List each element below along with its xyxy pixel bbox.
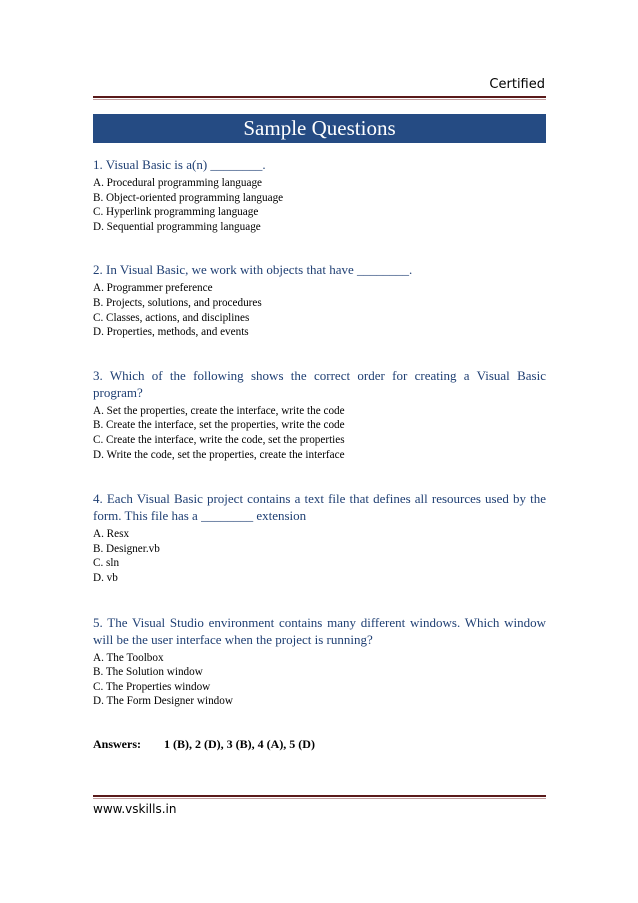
option-b: B. Object-oriented programming language bbox=[93, 191, 284, 204]
question-text: 5. The Visual Studio environment contains many different windows. Which window will be the user interface when the project is running? bbox=[93, 614, 546, 647]
question-1 bbox=[93, 156, 546, 234]
option-c: C. The Properties window bbox=[93, 680, 211, 693]
option-d: D. vb bbox=[93, 571, 118, 584]
header-rule-thin bbox=[93, 99, 546, 100]
option-a: A. Programmer preference bbox=[93, 282, 213, 295]
footer-rule bbox=[93, 795, 546, 797]
header-rule bbox=[93, 96, 546, 98]
answers-value: 1 (B), 2 (D), 3 (B), 4 (A), 5 (D) bbox=[164, 737, 315, 751]
question-3 bbox=[93, 367, 546, 462]
option-d: D. Properties, methods, and events bbox=[93, 326, 249, 339]
option-c: C. Classes, actions, and disciplines bbox=[93, 311, 250, 324]
option-a: A. The Toolbox bbox=[93, 651, 164, 664]
option-c: C. Hyperlink programming language bbox=[93, 206, 259, 219]
question-4 bbox=[93, 490, 546, 585]
option-d: D. Write the code, set the properties, create the interface bbox=[93, 448, 345, 461]
option-b: B. The Solution window bbox=[93, 666, 203, 679]
option-d: D. The Form Designer window bbox=[93, 695, 233, 708]
header-certified-label: Certified bbox=[489, 77, 545, 92]
answers-label: Answers: bbox=[93, 737, 141, 751]
option-c: C. sln bbox=[93, 557, 120, 570]
option-c: C. Create the interface, write the code, set the properties bbox=[93, 433, 345, 446]
option-a: A. Set the properties, create the interface, write the code bbox=[93, 404, 345, 417]
sample-questions-banner: Sample Questions bbox=[93, 114, 546, 143]
answers-line bbox=[93, 737, 315, 752]
question-text: 3. Which of the following shows the correct order for creating a Visual Basic program? bbox=[93, 367, 546, 400]
questions-section bbox=[93, 150, 546, 709]
question-2 bbox=[93, 261, 546, 339]
footer-rule-thin bbox=[93, 798, 546, 799]
option-a: A. Procedural programming language bbox=[93, 177, 263, 189]
option-b: B. Projects, solutions, and procedures bbox=[93, 296, 262, 309]
question-text: 4. Each Visual Basic project contains a text file that defines all resources used by the form. This file has a ________ extension bbox=[93, 491, 546, 524]
footer-url: www.vskills.in bbox=[93, 802, 177, 816]
option-b: B. Designer.vb bbox=[93, 542, 160, 555]
option-d: D. Sequential programming language bbox=[93, 220, 261, 233]
question-text: 2. In Visual Basic, we work with objects that have ________. bbox=[93, 262, 413, 278]
option-a: A. Resx bbox=[93, 528, 130, 541]
question-text: 1. Visual Basic is a(n) ________. bbox=[93, 157, 266, 172]
option-b: B. Create the interface, set the properties, write the code bbox=[93, 419, 345, 432]
question-5 bbox=[93, 614, 546, 709]
